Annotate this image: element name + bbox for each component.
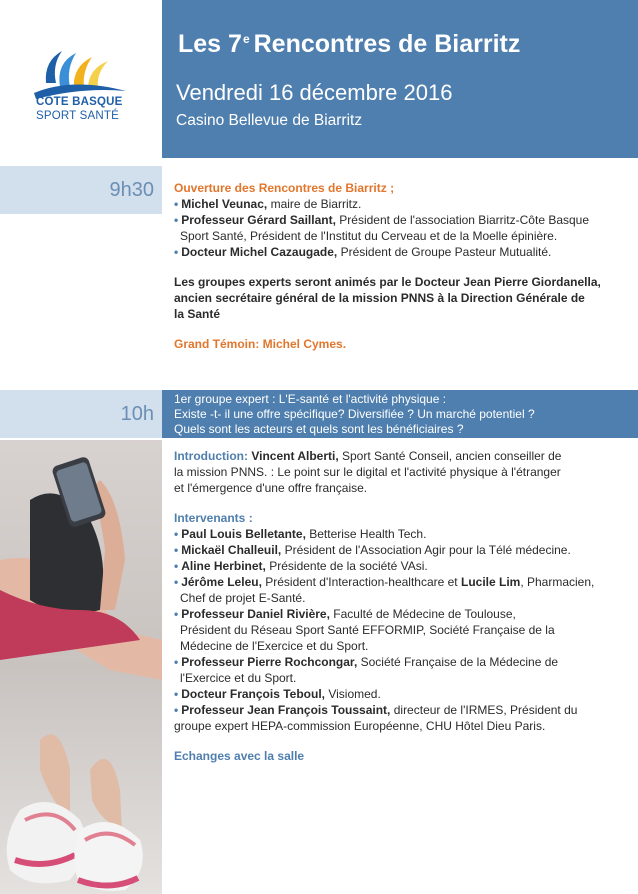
list-item: • Jérôme Leleu, Président d'Interaction-healthcare et Lucile Lim, Pharmacien,: [174, 575, 595, 589]
athlete-photo-icon: [0, 440, 162, 894]
list-item: • Professeur Jean François Toussaint, directeur de l'IRMES, Président du: [174, 703, 578, 717]
event-date: Vendredi 16 décembre 2016: [176, 80, 453, 105]
speakers-heading: Intervenants :: [174, 511, 253, 525]
time-band-9h30: [0, 166, 162, 214]
question-line1: 1er groupe expert : L'E-santé et l'activité physique :: [174, 392, 447, 406]
grand-temoin: Grand Témoin: Michel Cymes.: [174, 337, 347, 351]
closing-remark: Echanges avec la salle: [174, 749, 305, 763]
time-label-10h: 10h: [120, 403, 154, 425]
woman-with-phone-image: [0, 440, 162, 894]
intro-line1: Introduction: Vincent Alberti, Sport Santé Conseil, ancien conseiller de: [174, 449, 562, 463]
title-superscript: e: [242, 31, 250, 46]
time-label-9h30: 9h30: [109, 179, 154, 201]
session2-content: [174, 448, 626, 764]
event-venue: Casino Bellevue de Biarritz: [176, 112, 363, 129]
list-item: • Mickaël Challeuil, Président de l'Association Agir pour la Télé médecine.: [174, 543, 571, 557]
intro-line3: et l'émergence d'une offre française.: [174, 481, 368, 495]
list-item-continued: Chef de projet E-Santé.: [180, 591, 306, 605]
question-line2: Existe -t- il une offre spécifique? Diversifiée ? Un marché potentiel ?: [174, 407, 535, 421]
list-item: • Docteur François Teboul, Visiomed.: [174, 687, 381, 701]
list-item-continued: Médecine de l'Exercice et du Sport.: [180, 639, 369, 653]
logo-text-cote-basque: CÔTE BASQUE: [36, 96, 123, 108]
list-item: • Michel Veunac, maire de Biarritz.: [174, 197, 362, 211]
time-band-10h: [0, 390, 162, 438]
list-item: • Professeur Gérard Saillant, Président de l'association Biarritz-Côte Basque: [174, 213, 590, 227]
experts-note-line1: Les groupes experts seront animés par le Docteur Jean Pierre Giordanella,: [174, 275, 601, 289]
experts-note-line2: ancien secrétaire général de la mission PNNS à la Direction Générale de: [174, 291, 585, 305]
list-item-continued: groupe expert HEPA-commission Européenne, CHU Hôtel Dieu Paris.: [174, 719, 546, 733]
list-item: • Docteur Michel Cazaugade, Président de Groupe Pasteur Mutualité.: [174, 245, 552, 259]
list-item: • Paul Louis Belletante, Betterise Health Tech.: [174, 527, 427, 541]
session2-question-band: [162, 390, 638, 438]
list-item-continued: Président du Réseau Sport Santé EFFORMIP, Société Française de la: [180, 623, 555, 637]
session1-heading: Ouverture des Rencontres de Biarritz ;: [174, 181, 395, 195]
list-item: • Professeur Daniel Rivière, Faculté de Médecine de Toulouse,: [174, 607, 516, 621]
experts-note-line3: la Santé: [174, 307, 221, 321]
logo-text-sport-sante: SPORT SANTÉ: [36, 110, 119, 122]
list-item: • Professeur Pierre Rochcongar, Société Française de la Médecine de: [174, 655, 559, 669]
list-item-continued: l'Exercice et du Sport.: [180, 671, 297, 685]
list-item: • Aline Herbinet, Présidente de la société VAsi.: [174, 559, 428, 573]
question-line3: Quels sont les acteurs et quels sont les bénéficiaires ?: [174, 422, 464, 436]
list-item-continued: Sport Santé, Président de l'Institut du Cerveau et de la Moelle épinière.: [180, 229, 558, 243]
session1-content: [174, 180, 626, 352]
page-title: Les 7e Rencontres de Biarritz: [178, 30, 521, 58]
intro-line2: la mission PNNS. : Le point sur le digital et l'activité physique à l'étranger: [174, 465, 561, 479]
header-banner: [162, 0, 638, 158]
